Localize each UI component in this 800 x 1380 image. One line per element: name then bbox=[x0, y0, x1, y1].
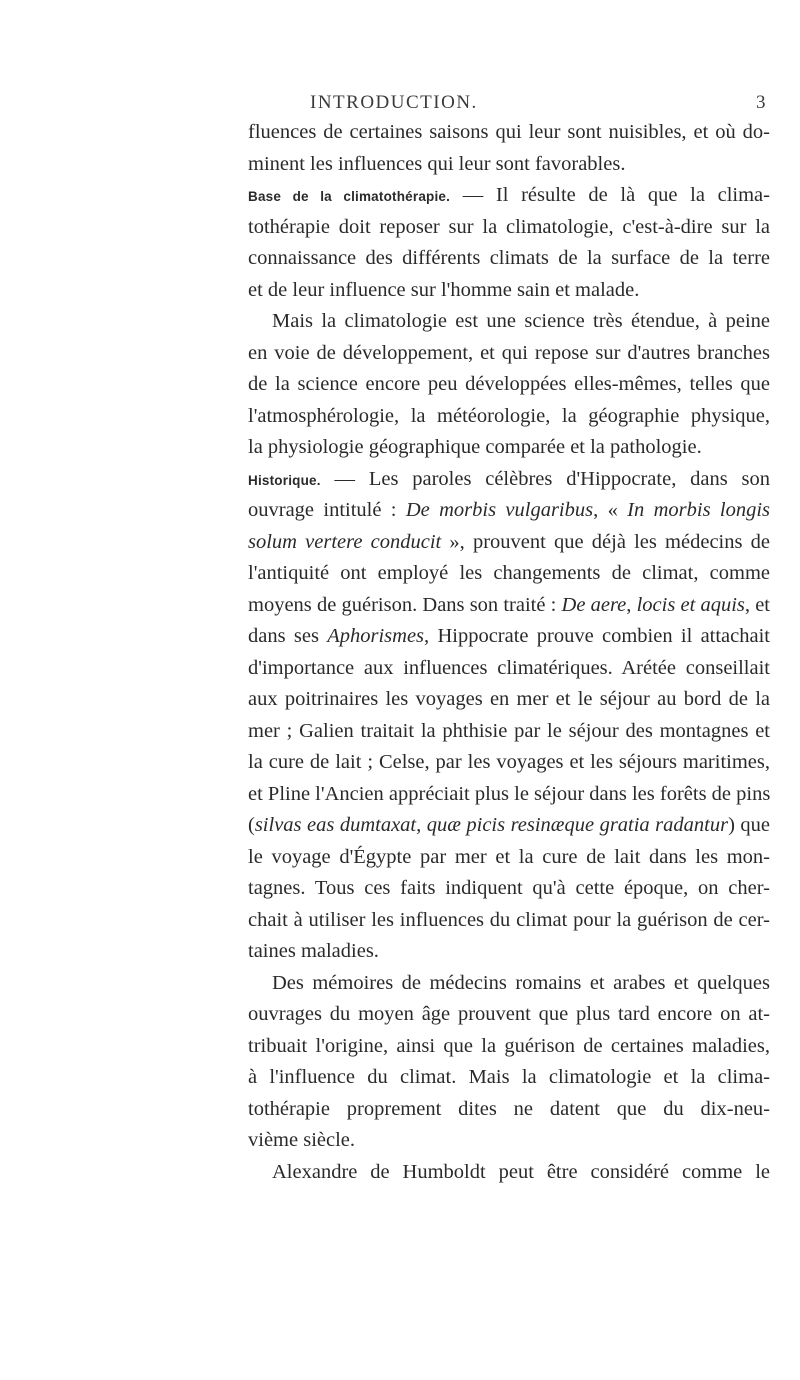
text-line: ouvrages du moyen âge prouvent que plus tard encore on at- bbox=[248, 1003, 770, 1025]
italic-title: locis et aquis bbox=[636, 593, 745, 616]
text-line bbox=[248, 621, 770, 653]
text-line bbox=[248, 464, 770, 496]
italic-quote: solum vertere conducit bbox=[248, 530, 442, 553]
text-line: d'importance aux influences climatériques. Arétée conseillait bbox=[248, 656, 770, 679]
running-header bbox=[0, 92, 800, 116]
text-line: tothérapie doit reposer sur la climatologie, c'est-à-dire sur la bbox=[248, 215, 770, 238]
text-line: mer ; Galien traitait la phthisie par le séjour des montagnes et bbox=[248, 719, 770, 742]
text-line: tothérapie proprement dites ne datent que du dix-neu- bbox=[248, 1097, 770, 1120]
text-line: Mais la climatologie est une science très étendue, à peine bbox=[272, 310, 770, 332]
text-span: — Il résulte de là que la clima- bbox=[450, 184, 770, 206]
text-line: le voyage d'Égypte par mer et la cure de lait dans les mon- bbox=[248, 845, 770, 868]
running-header-title: INTRODUCTION. bbox=[310, 92, 478, 113]
text-span: ouvrage intitulé : bbox=[248, 499, 406, 521]
text-line bbox=[248, 590, 770, 622]
text-span: dans ses bbox=[248, 625, 328, 647]
text-line: aux poitrinaires les voyages en mer et le séjour au bord de la bbox=[248, 688, 770, 710]
italic-title: De aere bbox=[561, 593, 627, 616]
text-line: de la science encore peu développées elles-mêmes, telles que bbox=[248, 373, 770, 395]
text-line bbox=[248, 810, 770, 842]
text-span: , Hippocrate prouve combien il attachait bbox=[424, 625, 770, 647]
text-line: en voie de développement, et qui repose sur d'autres branches bbox=[248, 341, 770, 364]
text-line: la cure de lait ; Celse, par les voyages et les séjours maritimes, bbox=[248, 751, 770, 773]
text-line: tribuait l'origine, ainsi que la guérison de certaines maladies, bbox=[248, 1034, 770, 1057]
text-line: chait à utiliser les influences du climat pour la guérison de cer- bbox=[248, 908, 770, 931]
text-line: et Pline l'Ancien appréciait plus le séjour dans les forêts de pins bbox=[248, 782, 771, 805]
text-line: minent les influences qui leur sont favorables. bbox=[248, 152, 626, 175]
text-line bbox=[248, 180, 770, 212]
text-line bbox=[248, 495, 770, 527]
text-span: , « bbox=[593, 499, 628, 521]
text-line: la physiologie géographique comparée et la pathologie. bbox=[248, 436, 702, 458]
text-span: — Les paroles célèbres d'Hippocrate, dans son bbox=[320, 467, 770, 490]
text-span: moyens de guérison. Dans son traité : bbox=[248, 593, 562, 616]
text-line: Des mémoires de médecins romains et arabes et quelques bbox=[272, 971, 770, 994]
italic-quote: silvas eas dumtaxat, quæ picis resinæque gratia radantur bbox=[254, 814, 729, 836]
italic-title: De morbis vulgaribus bbox=[405, 499, 594, 521]
page-number: 3 bbox=[756, 92, 766, 113]
italic-title: Aphorismes bbox=[327, 625, 425, 647]
text-span: ( bbox=[248, 814, 255, 836]
text-span: , et bbox=[744, 593, 771, 616]
text-line: vième siècle. bbox=[248, 1129, 356, 1151]
text-line: l'antiquité ont employé les changements de climat, comme bbox=[248, 562, 770, 584]
body-text bbox=[248, 117, 770, 1188]
text-line: connaissance des différents climats de la surface de la terre bbox=[248, 247, 770, 269]
text-span: , bbox=[626, 593, 637, 616]
sidenote-heading: Historique. bbox=[248, 472, 321, 488]
text-line bbox=[248, 527, 770, 559]
text-line: à l'influence du climat. Mais la climatologie et la clima- bbox=[248, 1066, 770, 1088]
text-line: tagnes. Tous ces faits indiquent qu'à cette époque, on cher- bbox=[248, 877, 770, 899]
text-line: l'atmosphérologie, la météorologie, la géographie physique, bbox=[248, 404, 770, 427]
sidenote-heading: Base de la climatothérapie. bbox=[248, 189, 451, 204]
text-line: Alexandre de Humboldt peut être considéré comme le bbox=[272, 1160, 770, 1183]
text-span: », prouvent que déjà les médecins de bbox=[441, 530, 770, 553]
italic-quote: In morbis longis bbox=[627, 499, 771, 521]
text-line: et de leur influence sur l'homme sain et malade. bbox=[248, 278, 640, 301]
text-line: taines maladies. bbox=[248, 940, 379, 962]
text-span: ) que bbox=[728, 814, 770, 836]
text-line: fluences de certaines saisons qui leur sont nuisibles, et où do- bbox=[248, 121, 770, 143]
